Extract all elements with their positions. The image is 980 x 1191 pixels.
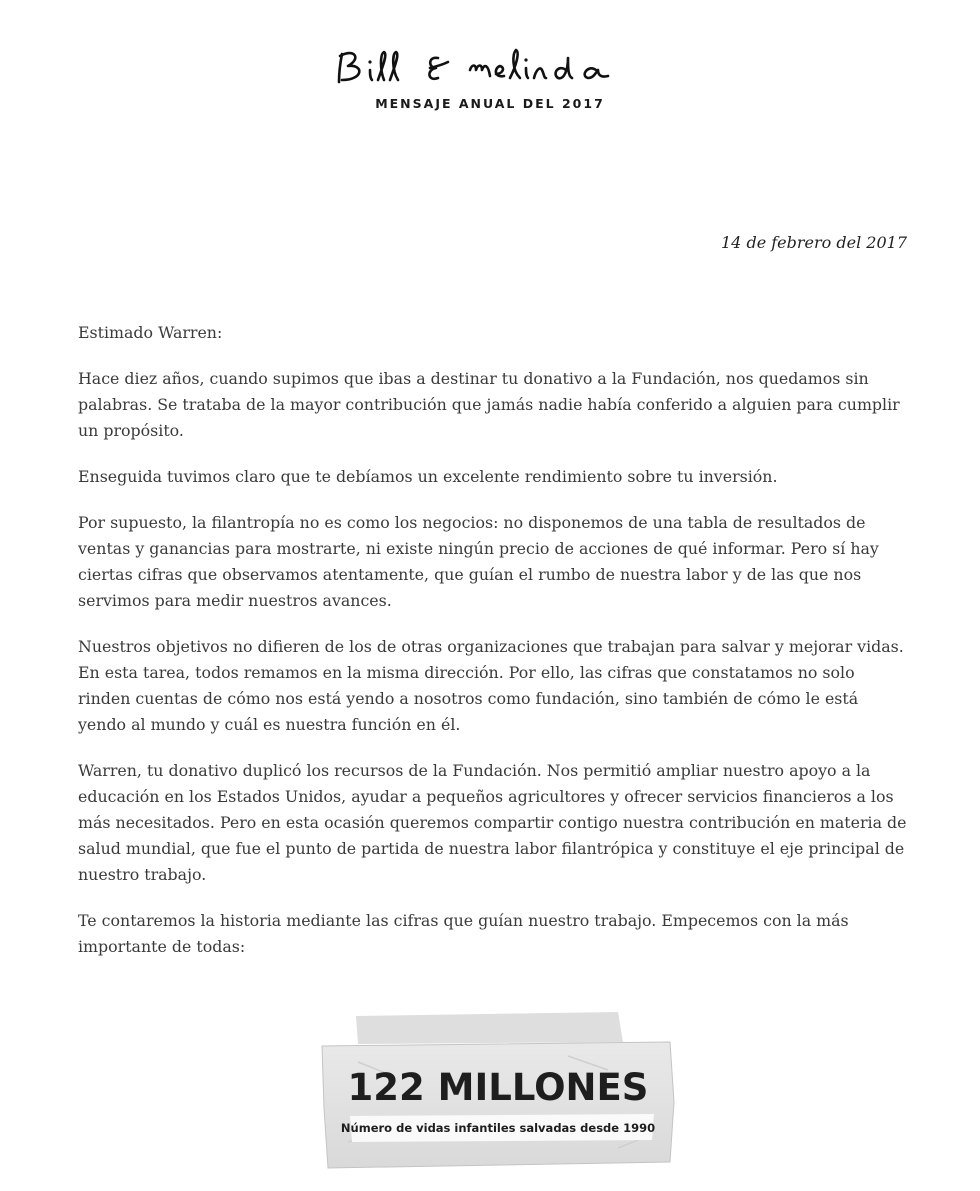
stat-number: 122 MILLONES xyxy=(347,1066,649,1109)
letter-paragraph: Enseguida tuvimos claro que te debíamos un excelente rendimiento sobre tu inversión. xyxy=(78,467,778,486)
annual-letter-title: MENSAJE ANUAL DEL 2017 xyxy=(375,96,605,111)
bill-melinda-signature-logo xyxy=(330,40,650,92)
letter-greeting: Estimado Warren: xyxy=(78,323,223,342)
key-stat-callout xyxy=(318,1012,678,1172)
letter-date: 14 de febrero del 2017 xyxy=(721,233,907,252)
letter-paragraph: Te contaremos la historia mediante las cifras que guían nuestro trabajo. Empecemos con la más importante de todas: xyxy=(78,911,849,956)
letter-paragraph: Nuestros objetivos no difieren de los de otras organizaciones que trabajan para salvar y mejorar vidas. En esta tarea, todos remamos en la misma dirección. Por ello, las cifras que constatamos no solo rinden cuentas de cómo nos está yendo a nosotros como fundación, sino también de cómo le está yendo al mundo y cuál es nuestra función en él. xyxy=(78,637,904,734)
letter-paragraph: Hace diez años, cuando supimos que ibas a destinar tu donativo a la Fundación, nos quedamos sin palabras. Se trataba de la mayor contribución que jamás nadie había conferido a alguien para cumplir un propósito. xyxy=(78,369,900,440)
stat-label: Número de vidas infantiles salvadas desde 1990 xyxy=(340,1121,656,1135)
letterhead xyxy=(0,40,980,111)
letter-body xyxy=(78,320,908,980)
letter-paragraph: Warren, tu donativo duplicó los recursos de la Fundación. Nos permitió ampliar nuestro apoyo a la educación en los Estados Unidos, ayudar a pequeños agricultores y ofrecer servicios financieros a los más necesitados. Pero en esta ocasión queremos compartir contigo nuestra contribución en materia de salud mundial, que fue el punto de partida de nuestra labor filantrópica y constituye el eje principal de nuestro trabajo. xyxy=(78,761,907,884)
letter-paragraph: Por supuesto, la filantropía no es como los negocios: no disponemos de una tabla de resultados de ventas y ganancias para mostrarte, ni existe ningún precio de acciones de qué informar. Pero sí hay ciertas cifras que observamos atentamente, que guían el rumbo de nuestra labor y de las que nos servimos para medir nuestros avances. xyxy=(78,513,879,610)
